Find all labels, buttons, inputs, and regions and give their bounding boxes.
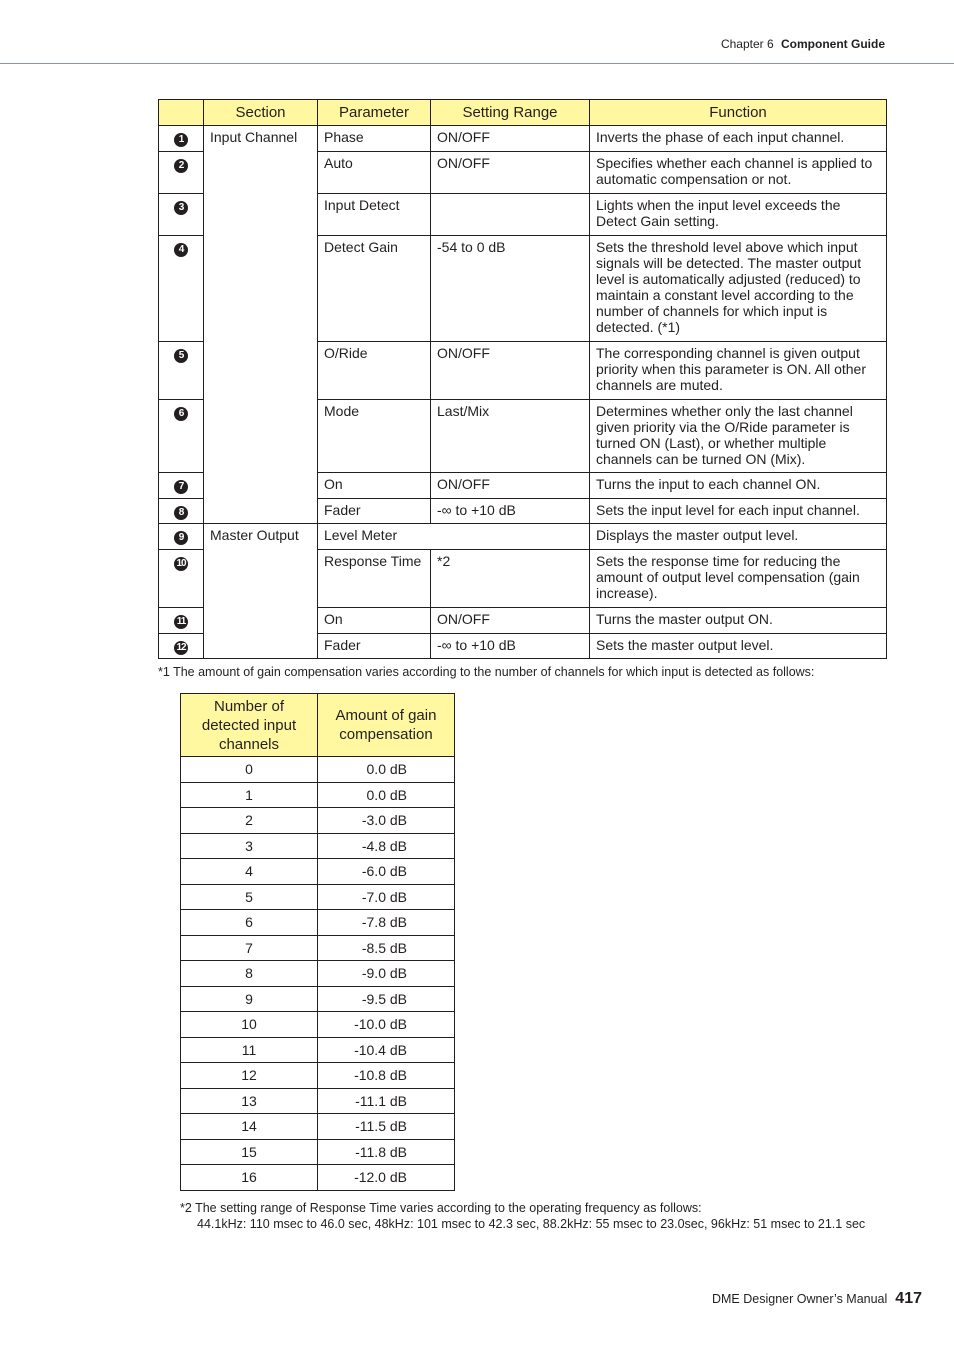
parameter-table bbox=[158, 99, 887, 659]
table-row bbox=[181, 1012, 455, 1038]
header-cell-section: Section bbox=[204, 100, 318, 126]
gain-cell: 0.0 dB bbox=[318, 757, 455, 783]
row-number-cell bbox=[159, 126, 204, 152]
row-number-cell bbox=[159, 608, 204, 634]
gain-compensation-table bbox=[180, 693, 455, 1191]
gain-cell: -10.4 dB bbox=[318, 1037, 455, 1063]
table-row bbox=[181, 833, 455, 859]
channels-cell: 6 bbox=[181, 910, 318, 936]
manual-title: DME Designer Owner’s Manual bbox=[711, 1292, 888, 1306]
function-cell: Determines whether only the last channel given priority via the O/Ride parameter is turned ON (Last), or whether multiple channels can be turned ON (Mix). bbox=[590, 400, 887, 473]
channels-cell: 5 bbox=[181, 884, 318, 910]
header-cell-channels: Number of detected input channels bbox=[181, 694, 318, 757]
header-cell-gain: Amount of gain compensation bbox=[318, 694, 455, 757]
channels-cell: 15 bbox=[181, 1139, 318, 1165]
function-cell: The corresponding channel is given output priority when this parameter is ON. All other channels are muted. bbox=[590, 342, 887, 400]
table-row bbox=[181, 961, 455, 987]
gain-cell: -7.0 dB bbox=[318, 884, 455, 910]
channels-cell: 10 bbox=[181, 1012, 318, 1038]
table-header-row bbox=[181, 694, 455, 757]
row-number-cell bbox=[159, 152, 204, 194]
range-cell: Last/Mix bbox=[431, 400, 590, 473]
table-header-row bbox=[159, 100, 887, 126]
function-cell: Turns the input to each channel ON. bbox=[590, 473, 887, 499]
footnote-2-line-1: *2 The setting range of Response Time varies according to the operating frequency as follows: bbox=[180, 1201, 702, 1215]
number-badge: 11 bbox=[174, 615, 188, 629]
parameter-cell: Level Meter bbox=[318, 524, 590, 550]
range-cell: ON/OFF bbox=[431, 152, 590, 194]
table-row bbox=[181, 910, 455, 936]
parameter-cell: Phase bbox=[318, 126, 431, 152]
parameter-cell: Response Time bbox=[318, 550, 431, 608]
row-number-cell bbox=[159, 634, 204, 659]
channels-cell: 2 bbox=[181, 808, 318, 834]
row-number-cell bbox=[159, 524, 204, 550]
range-cell: ON/OFF bbox=[431, 473, 590, 499]
range-cell: ON/OFF bbox=[431, 126, 590, 152]
table-row bbox=[181, 1165, 455, 1191]
row-number-cell bbox=[159, 550, 204, 608]
function-cell: Inverts the phase of each input channel. bbox=[590, 126, 887, 152]
parameter-cell: Auto bbox=[318, 152, 431, 194]
footnote-1: *1 The amount of gain compensation varies according to the number of channels for which input is detected as follows: bbox=[158, 665, 815, 679]
function-cell: Sets the input level for each input channel. bbox=[590, 499, 887, 524]
parameter-cell: Fader bbox=[318, 499, 431, 524]
section-cell: Input Channel bbox=[204, 126, 318, 524]
gain-cell: -10.0 dB bbox=[318, 1012, 455, 1038]
channels-cell: 4 bbox=[181, 859, 318, 885]
table-row bbox=[181, 859, 455, 885]
chapter-label: Chapter 6 bbox=[720, 37, 774, 51]
table-row bbox=[181, 757, 455, 783]
page-footer bbox=[712, 1290, 922, 1308]
table-row bbox=[181, 935, 455, 961]
channels-cell: 11 bbox=[181, 1037, 318, 1063]
number-badge: 7 bbox=[174, 480, 188, 494]
header-cell-blank bbox=[159, 100, 204, 126]
parameter-cell: Input Detect bbox=[318, 194, 431, 236]
range-cell: ON/OFF bbox=[431, 342, 590, 400]
table-row bbox=[181, 1088, 455, 1114]
header-cell-function: Function bbox=[590, 100, 887, 126]
function-cell: Sets the threshold level above which input signals will be detected. The master output level is automatically adjusted (reduced) to maintain a constant level according to the number of channels for which input is detected. (*1) bbox=[590, 236, 887, 342]
function-cell: Sets the master output level. bbox=[590, 634, 887, 659]
range-cell: ON/OFF bbox=[431, 608, 590, 634]
parameter-cell: On bbox=[318, 608, 431, 634]
gain-cell: -8.5 dB bbox=[318, 935, 455, 961]
table-row bbox=[181, 1063, 455, 1089]
gain-cell: -9.5 dB bbox=[318, 986, 455, 1012]
table-row bbox=[181, 1139, 455, 1165]
row-number-cell bbox=[159, 499, 204, 524]
gain-cell: -11.8 dB bbox=[318, 1139, 455, 1165]
parameter-cell: Detect Gain bbox=[318, 236, 431, 342]
table-row bbox=[181, 1114, 455, 1140]
channels-cell: 12 bbox=[181, 1063, 318, 1089]
channels-cell: 13 bbox=[181, 1088, 318, 1114]
channels-cell: 7 bbox=[181, 935, 318, 961]
function-cell: Turns the master output ON. bbox=[590, 608, 887, 634]
gain-cell: -4.8 dB bbox=[318, 833, 455, 859]
number-badge: 1 bbox=[174, 133, 188, 147]
table-row bbox=[159, 524, 887, 550]
parameter-cell: Fader bbox=[318, 634, 431, 659]
parameter-cell: Mode bbox=[318, 400, 431, 473]
gain-cell: -12.0 dB bbox=[318, 1165, 455, 1191]
table-row bbox=[181, 782, 455, 808]
gain-cell: -11.1 dB bbox=[318, 1088, 455, 1114]
row-number-cell bbox=[159, 236, 204, 342]
function-cell: Lights when the input level exceeds the Detect Gain setting. bbox=[590, 194, 887, 236]
channels-cell: 3 bbox=[181, 833, 318, 859]
gain-cell: -11.5 dB bbox=[318, 1114, 455, 1140]
number-badge: 10 bbox=[174, 557, 188, 571]
range-cell: -54 to 0 dB bbox=[431, 236, 590, 342]
parameter-cell: On bbox=[318, 473, 431, 499]
function-cell: Sets the response time for reducing the amount of output level compensation (gain increase). bbox=[590, 550, 887, 608]
row-number-cell bbox=[159, 473, 204, 499]
channels-cell: 16 bbox=[181, 1165, 318, 1191]
gain-cell: -7.8 dB bbox=[318, 910, 455, 936]
range-cell: *2 bbox=[431, 550, 590, 608]
number-badge: 2 bbox=[174, 159, 188, 173]
header-divider bbox=[0, 63, 954, 64]
function-cell: Specifies whether each channel is applied to automatic compensation or not. bbox=[590, 152, 887, 194]
range-cell: -∞ to +10 dB bbox=[431, 634, 590, 659]
channels-cell: 1 bbox=[181, 782, 318, 808]
chapter-title: Component Guide bbox=[781, 37, 885, 51]
gain-cell: -6.0 dB bbox=[318, 859, 455, 885]
gain-cell: 0.0 dB bbox=[318, 782, 455, 808]
row-number-cell bbox=[159, 194, 204, 236]
channels-cell: 14 bbox=[181, 1114, 318, 1140]
number-badge: 12 bbox=[174, 641, 188, 655]
header-cell-setting-range: Setting Range bbox=[431, 100, 590, 126]
section-cell: Master Output bbox=[204, 524, 318, 659]
table-row bbox=[181, 808, 455, 834]
page-header bbox=[721, 37, 885, 51]
channels-cell: 0 bbox=[181, 757, 318, 783]
table-row bbox=[181, 1037, 455, 1063]
header-cell-parameter: Parameter bbox=[318, 100, 431, 126]
row-number-cell bbox=[159, 400, 204, 473]
footnote-2-line-2: 44.1kHz: 110 msec to 46.0 sec, 48kHz: 101 msec to 42.3 sec, 88.2kHz: 55 msec to 23.0sec, 96kHz: 51 msec to 21.1 sec bbox=[197, 1217, 866, 1231]
gain-cell: -3.0 dB bbox=[318, 808, 455, 834]
range-cell bbox=[431, 194, 590, 236]
row-number-cell bbox=[159, 342, 204, 400]
table-row bbox=[181, 986, 455, 1012]
gain-cell: -9.0 dB bbox=[318, 961, 455, 987]
table-row bbox=[181, 884, 455, 910]
channels-cell: 9 bbox=[181, 986, 318, 1012]
number-badge: 5 bbox=[174, 349, 188, 363]
number-badge: 3 bbox=[174, 201, 188, 215]
number-badge: 4 bbox=[174, 243, 188, 257]
number-badge: 9 bbox=[174, 531, 188, 545]
number-badge: 8 bbox=[174, 506, 188, 520]
gain-cell: -10.8 dB bbox=[318, 1063, 455, 1089]
parameter-cell: O/Ride bbox=[318, 342, 431, 400]
range-cell: -∞ to +10 dB bbox=[431, 499, 590, 524]
page-number: 417 bbox=[895, 1290, 922, 1307]
footnote-2 bbox=[180, 1200, 865, 1232]
function-cell: Displays the master output level. bbox=[590, 524, 887, 550]
number-badge: 6 bbox=[174, 407, 188, 421]
table-row bbox=[159, 126, 887, 152]
channels-cell: 8 bbox=[181, 961, 318, 987]
